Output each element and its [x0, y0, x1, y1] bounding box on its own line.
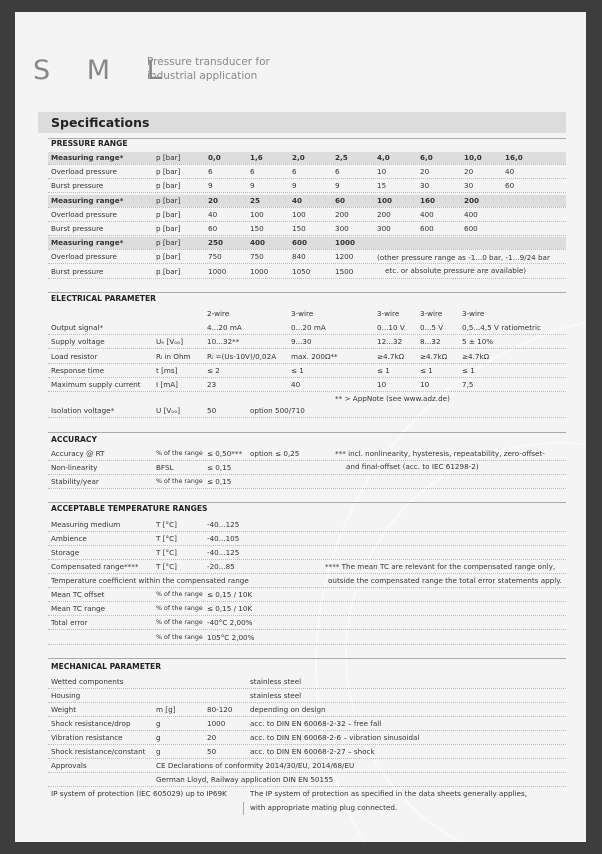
pressure-value: 9	[335, 181, 340, 191]
section-title-temperature: ACCEPTABLE TEMPERATURE RANGES	[51, 504, 208, 513]
row-divider	[48, 772, 566, 773]
electrical-value: 12...32	[377, 337, 403, 347]
electrical-value: ≤ 1	[291, 365, 304, 375]
pressure-value: 400	[420, 209, 434, 219]
tc-value: ≤ 0,15 / 10K	[207, 590, 253, 599]
mechanical-row-label: Wetted components	[51, 677, 124, 686]
electrical-value: 40	[291, 380, 301, 390]
mechanical-desc: depending on design	[250, 705, 326, 714]
electrical-row-label: Response time	[51, 365, 105, 375]
pressure-value: 60	[208, 224, 218, 233]
mechanical-desc: acc. to DIN EN 60068-2-27 – shock	[250, 747, 375, 756]
electrical-value: ≤ 1	[420, 365, 433, 375]
pressure-note-1: (other pressure range as -1...0 bar, -1...9/24 bar	[377, 253, 550, 262]
row-divider	[48, 474, 566, 475]
electrical-footnote: ** > AppNote (see www.adz.de)	[335, 394, 450, 403]
pressure-value: 2,5	[335, 153, 348, 162]
ip-label: IP system of protection (IEC 605029) up to IP69K	[51, 789, 227, 798]
mechanical-row-label: Weight	[51, 705, 77, 714]
ip-line-2: with appropriate mating plug connected.	[250, 803, 398, 812]
electrical-row-unit: t [ms]	[156, 365, 178, 375]
pressure-value: 9	[250, 181, 255, 191]
electrical-value: 10	[377, 380, 387, 390]
section-rule	[48, 502, 566, 503]
section-rule	[48, 432, 566, 433]
pressure-value: 40	[505, 167, 515, 177]
row-divider	[48, 601, 566, 602]
pressure-value: 1050	[292, 266, 311, 276]
tc-row-label: Mean TC offset	[51, 590, 105, 599]
row-divider	[48, 249, 566, 250]
row-divider	[48, 363, 566, 364]
pressure-value: 25	[250, 195, 261, 205]
mechanical-row-unit: g	[156, 733, 161, 742]
mechanical-value: 20	[207, 733, 217, 742]
accuracy-note-2: and final-offset (acc. to IEC 61298-2)	[346, 462, 479, 471]
accuracy-note-1: *** incl. nonlinearity, hysteresis, repeatability, zero-offset-	[335, 449, 545, 458]
electrical-value: 4...20 mA	[207, 323, 242, 332]
electrical-value: 0,5...4,5 V ratiometric	[462, 323, 541, 332]
pressure-row-unit: p [bar]	[156, 209, 181, 219]
pressure-value: 200	[464, 195, 480, 205]
pressure-row-label: Measuring range*	[51, 195, 124, 205]
pressure-value: 750	[208, 252, 222, 262]
pressure-value: 160	[420, 195, 436, 205]
row-divider	[48, 178, 566, 179]
accuracy-row-unit: % of the range	[156, 478, 203, 485]
pressure-value: 1000	[250, 266, 269, 276]
pressure-value: 9	[292, 181, 297, 191]
pressure-value: 600	[420, 224, 434, 233]
temperature-value: -40...125	[207, 520, 240, 529]
accuracy-row-unit: BFSL	[156, 463, 174, 472]
electrical-value: ≥4.7kΩ	[377, 351, 405, 361]
mechanical-desc: stainless steel	[250, 677, 302, 686]
pressure-value: 40	[208, 209, 218, 219]
mechanical-desc: acc. to DIN EN 60068-2-32 – free fall	[250, 719, 382, 728]
row-divider	[48, 460, 566, 461]
pressure-value: 1500	[335, 266, 354, 276]
isolation-option: option 500/710	[250, 406, 305, 415]
subtitle-line1: Pressure transducer for	[147, 56, 270, 68]
electrical-row-unit: Uₑ [Vₒₒ]	[156, 337, 184, 347]
row-divider	[48, 192, 566, 193]
electrical-value: ≤ 1	[462, 365, 475, 375]
pressure-value: 300	[335, 224, 349, 233]
electrical-value: 0...5 V	[420, 323, 444, 332]
row-divider	[48, 644, 566, 645]
electrical-value: Rₗ =(Us-10V)/0,02A	[207, 351, 277, 361]
pressure-note-2: etc. or absolute pressure are available)	[385, 266, 527, 275]
pressure-row-unit: p [bar]	[156, 167, 181, 177]
accuracy-row-unit: % of the range	[156, 450, 203, 457]
pressure-row-unit: p [bar]	[156, 153, 181, 162]
pressure-row-label: Burst pressure	[51, 224, 104, 233]
accuracy-value: ≤ 0,15	[207, 463, 232, 472]
electrical-value: 9...30	[291, 337, 312, 347]
mechanical-row-label: Shock resistance/constant	[51, 747, 146, 756]
tc-row-unit pct: % of the range	[156, 633, 203, 641]
pressure-value: 1,6	[250, 153, 263, 162]
electrical-row-label: Output signal*	[51, 323, 104, 332]
pressure-value: 60	[505, 181, 515, 191]
row-divider	[48, 348, 566, 349]
pressure-value: 300	[377, 224, 391, 233]
row-divider	[48, 391, 566, 392]
pressure-row-label: Burst pressure	[51, 181, 104, 191]
electrical-value: max. 200Ω**	[291, 351, 338, 361]
electrical-header: 3-wire	[291, 309, 314, 318]
row-divider	[48, 786, 566, 787]
specifications-title: Specifications	[51, 115, 150, 130]
pressure-value: 100	[377, 195, 393, 205]
pressure-row-label: Overload pressure	[51, 252, 117, 262]
pressure-value: 150	[250, 224, 264, 233]
mechanical-row-label: Housing	[51, 691, 81, 700]
electrical-value: ≥4.7kΩ	[462, 351, 490, 361]
temperature-value: -40...125	[207, 548, 240, 557]
isolation-value: 50	[207, 406, 217, 415]
pressure-row-unit: p [bar]	[156, 195, 181, 205]
temperature-row-label: Storage	[51, 548, 80, 557]
pressure-value: 600	[292, 238, 308, 248]
temperature-row-unit: T [°C]	[156, 520, 177, 529]
accuracy-value: ≤ 0,15	[207, 477, 232, 486]
row-divider	[48, 587, 566, 588]
pressure-row-unit: p [bar]	[156, 181, 181, 191]
row-shade	[48, 152, 566, 164]
tc-value: -40°C 2,00%	[207, 618, 253, 628]
tc-row-label: Mean TC range	[51, 604, 106, 614]
row-divider	[48, 207, 566, 208]
pressure-value: 20	[420, 167, 430, 177]
pressure-value: 60	[335, 195, 346, 205]
section-title-pressure: PRESSURE RANGE	[51, 139, 128, 148]
electrical-value: 8...32	[420, 337, 441, 347]
approvals-line-1: CE Declarations of conformity 2014/30/EU, 2014/68/EU	[156, 761, 355, 770]
pressure-value: 400	[250, 238, 266, 248]
row-divider	[48, 744, 566, 745]
row-divider	[48, 334, 566, 335]
pressure-row-unit: p [bar]	[156, 266, 181, 276]
tc-row-unit pct: % of the range	[156, 605, 203, 613]
temperature-row-label: Compensated range****	[51, 562, 139, 571]
pressure-value: 0,0	[208, 153, 221, 162]
pressure-value: 6	[208, 167, 213, 177]
row-divider	[48, 263, 566, 264]
pressure-value: 6	[250, 167, 255, 177]
pressure-row-label: Burst pressure	[51, 266, 104, 276]
row-divider	[48, 531, 566, 532]
temperature-coefficient-label: Temperature coefficient within the compensated range	[51, 576, 249, 585]
pressure-value: 1000	[208, 266, 227, 276]
pressure-value: 1200	[335, 252, 354, 262]
isolation-unit: U [Vₒₒ]	[156, 406, 181, 415]
electrical-row-label: Load resistor	[51, 351, 98, 361]
electrical-value: 10	[420, 380, 430, 390]
temperature-row-label: Measuring medium	[51, 520, 121, 529]
section-title-electrical: ELECTRICAL PARAMETER	[51, 294, 156, 303]
row-divider	[48, 573, 566, 574]
mechanical-row-unit: g	[156, 719, 161, 728]
accuracy-option: option ≤ 0,25	[250, 449, 300, 458]
pressure-value: 100	[292, 209, 306, 219]
electrical-header: 2-wire	[207, 309, 230, 318]
pressure-value: 1000	[335, 238, 356, 248]
tc-value: 105°C 2,00%	[207, 632, 255, 642]
accuracy-row-label: Stability/year	[51, 477, 99, 486]
pressure-row-label: Measuring range*	[51, 153, 124, 162]
row-divider	[48, 688, 566, 689]
section-rule	[48, 292, 566, 293]
electrical-value: 5 ± 10%	[462, 337, 494, 347]
pressure-row-label: Overload pressure	[51, 167, 117, 177]
approvals-label: Approvals	[51, 761, 87, 770]
pressure-value: 9	[208, 181, 213, 191]
pressure-value: 40	[292, 195, 303, 205]
mechanical-row-label: Shock resistance/drop	[51, 719, 131, 728]
electrical-value: 10...32**	[207, 337, 240, 347]
row-divider	[48, 488, 566, 489]
accuracy-value: ≤ 0,50***	[207, 449, 243, 458]
pressure-value: 250	[208, 238, 224, 248]
pressure-row-label: Overload pressure	[51, 209, 117, 219]
electrical-value: 7,5	[462, 380, 474, 390]
electrical-header: 3-wire	[462, 309, 485, 318]
row-divider	[48, 164, 566, 165]
electrical-row-unit: I [mA]	[156, 380, 178, 390]
row-divider	[48, 417, 566, 418]
pressure-value: 400	[464, 209, 478, 219]
row-divider	[48, 730, 566, 731]
pressure-value: 20	[464, 167, 474, 177]
temperature-row-unit: T [°C]	[156, 562, 177, 571]
datasheet-page	[15, 12, 586, 842]
row-divider	[48, 629, 566, 630]
pressure-value: 10,0	[464, 153, 482, 162]
pressure-row-unit: p [bar]	[156, 252, 181, 262]
pressure-row-unit: p [bar]	[156, 238, 181, 248]
electrical-row-label: Supply voltage	[51, 337, 105, 347]
pressure-value: 100	[250, 209, 264, 219]
pressure-value: 4,0	[377, 153, 390, 162]
row-divider	[48, 615, 566, 616]
electrical-value: ≤ 1	[377, 365, 390, 375]
temperature-note-2: outside the compensated range the total error statements apply.	[328, 576, 562, 585]
pressure-value: 30	[464, 181, 474, 191]
electrical-value: 23	[207, 380, 217, 390]
accuracy-row-label: Accuracy @ RT	[51, 449, 105, 458]
temperature-note-1: **** The mean TC are relevant for the compensated range only,	[325, 562, 556, 571]
electrical-value: ≥4.7kΩ	[420, 351, 448, 361]
mechanical-desc: stainless steel	[250, 691, 302, 700]
pressure-value: 20	[208, 195, 219, 205]
tc-row-unit pct: % of the range	[156, 619, 203, 627]
isolation-label: Isolation voltage*	[51, 406, 115, 415]
temperature-row-unit: T [°C]	[156, 534, 177, 543]
electrical-header: 3-wire	[420, 309, 443, 318]
temperature-value: -20...85	[207, 562, 235, 571]
row-shade	[48, 195, 566, 207]
section-title-mechanical: MECHANICAL PARAMETER	[51, 662, 162, 671]
mechanical-desc: acc. to DIN EN 60068-2-6 – vibration sinusoidal	[250, 733, 420, 742]
pressure-value: 16,0	[505, 153, 523, 162]
electrical-row-unit: Rₗ in Ohm	[156, 351, 191, 361]
subtitle-line2: industrial application	[147, 70, 258, 82]
ip-divider	[243, 802, 244, 815]
electrical-value: 0...10 V	[377, 323, 405, 332]
pressure-value: 15	[377, 181, 387, 191]
row-divider	[48, 758, 566, 759]
pressure-value: 750	[250, 252, 264, 262]
pressure-value: 6,0	[420, 153, 433, 162]
tc-row-unit pct: % of the range	[156, 591, 203, 598]
brand-logo: S M L	[33, 55, 176, 86]
tc-row-label: Total error	[51, 618, 88, 628]
pressure-value: 2,0	[292, 153, 305, 162]
pressure-row-unit: p [bar]	[156, 224, 181, 233]
mechanical-row-unit: g	[156, 747, 161, 756]
pressure-value: 150	[292, 224, 306, 233]
mechanical-row-label: Vibration resistance	[51, 733, 123, 742]
electrical-value: ≤ 2	[207, 365, 220, 375]
temperature-row-label: Ambience	[51, 534, 87, 543]
row-divider	[48, 545, 566, 546]
pressure-value: 30	[420, 181, 430, 191]
mechanical-value: 1000	[207, 719, 226, 728]
row-divider	[48, 716, 566, 717]
tc-value: ≤ 0,15 / 10K	[207, 604, 253, 614]
section-title-accuracy: ACCURACY	[51, 435, 97, 444]
row-divider	[48, 559, 566, 560]
electrical-value: 0...20 mA	[291, 323, 326, 332]
electrical-row-label: Maximum supply current	[51, 380, 141, 390]
section-rule	[48, 658, 566, 659]
mechanical-value: 80-120	[207, 705, 233, 714]
pressure-value: 200	[377, 209, 391, 219]
temperature-value: -40...105	[207, 534, 240, 543]
row-divider	[48, 278, 566, 279]
pressure-value: 840	[292, 252, 306, 262]
pressure-value: 6	[292, 167, 297, 177]
row-divider	[48, 235, 566, 236]
temperature-row-unit: T [°C]	[156, 548, 177, 557]
pressure-value: 200	[335, 209, 349, 219]
electrical-header: 3-wire	[377, 309, 400, 318]
row-divider	[48, 702, 566, 703]
approvals-line-2: German Lloyd, Railway application DIN EN 50155	[156, 775, 334, 784]
pressure-value: 600	[464, 224, 478, 233]
pressure-value: 10	[377, 167, 387, 177]
pressure-row-label: Measuring range*	[51, 238, 124, 248]
mechanical-row-unit: m [g]	[156, 705, 176, 714]
row-divider	[48, 377, 566, 378]
pressure-value: 6	[335, 167, 340, 177]
accuracy-row-label: Non-linearity	[51, 463, 98, 472]
ip-line-1: The IP system of protection as specified in the data sheets generally applies,	[250, 789, 527, 798]
row-divider	[48, 221, 566, 222]
mechanical-value: 50	[207, 747, 217, 756]
